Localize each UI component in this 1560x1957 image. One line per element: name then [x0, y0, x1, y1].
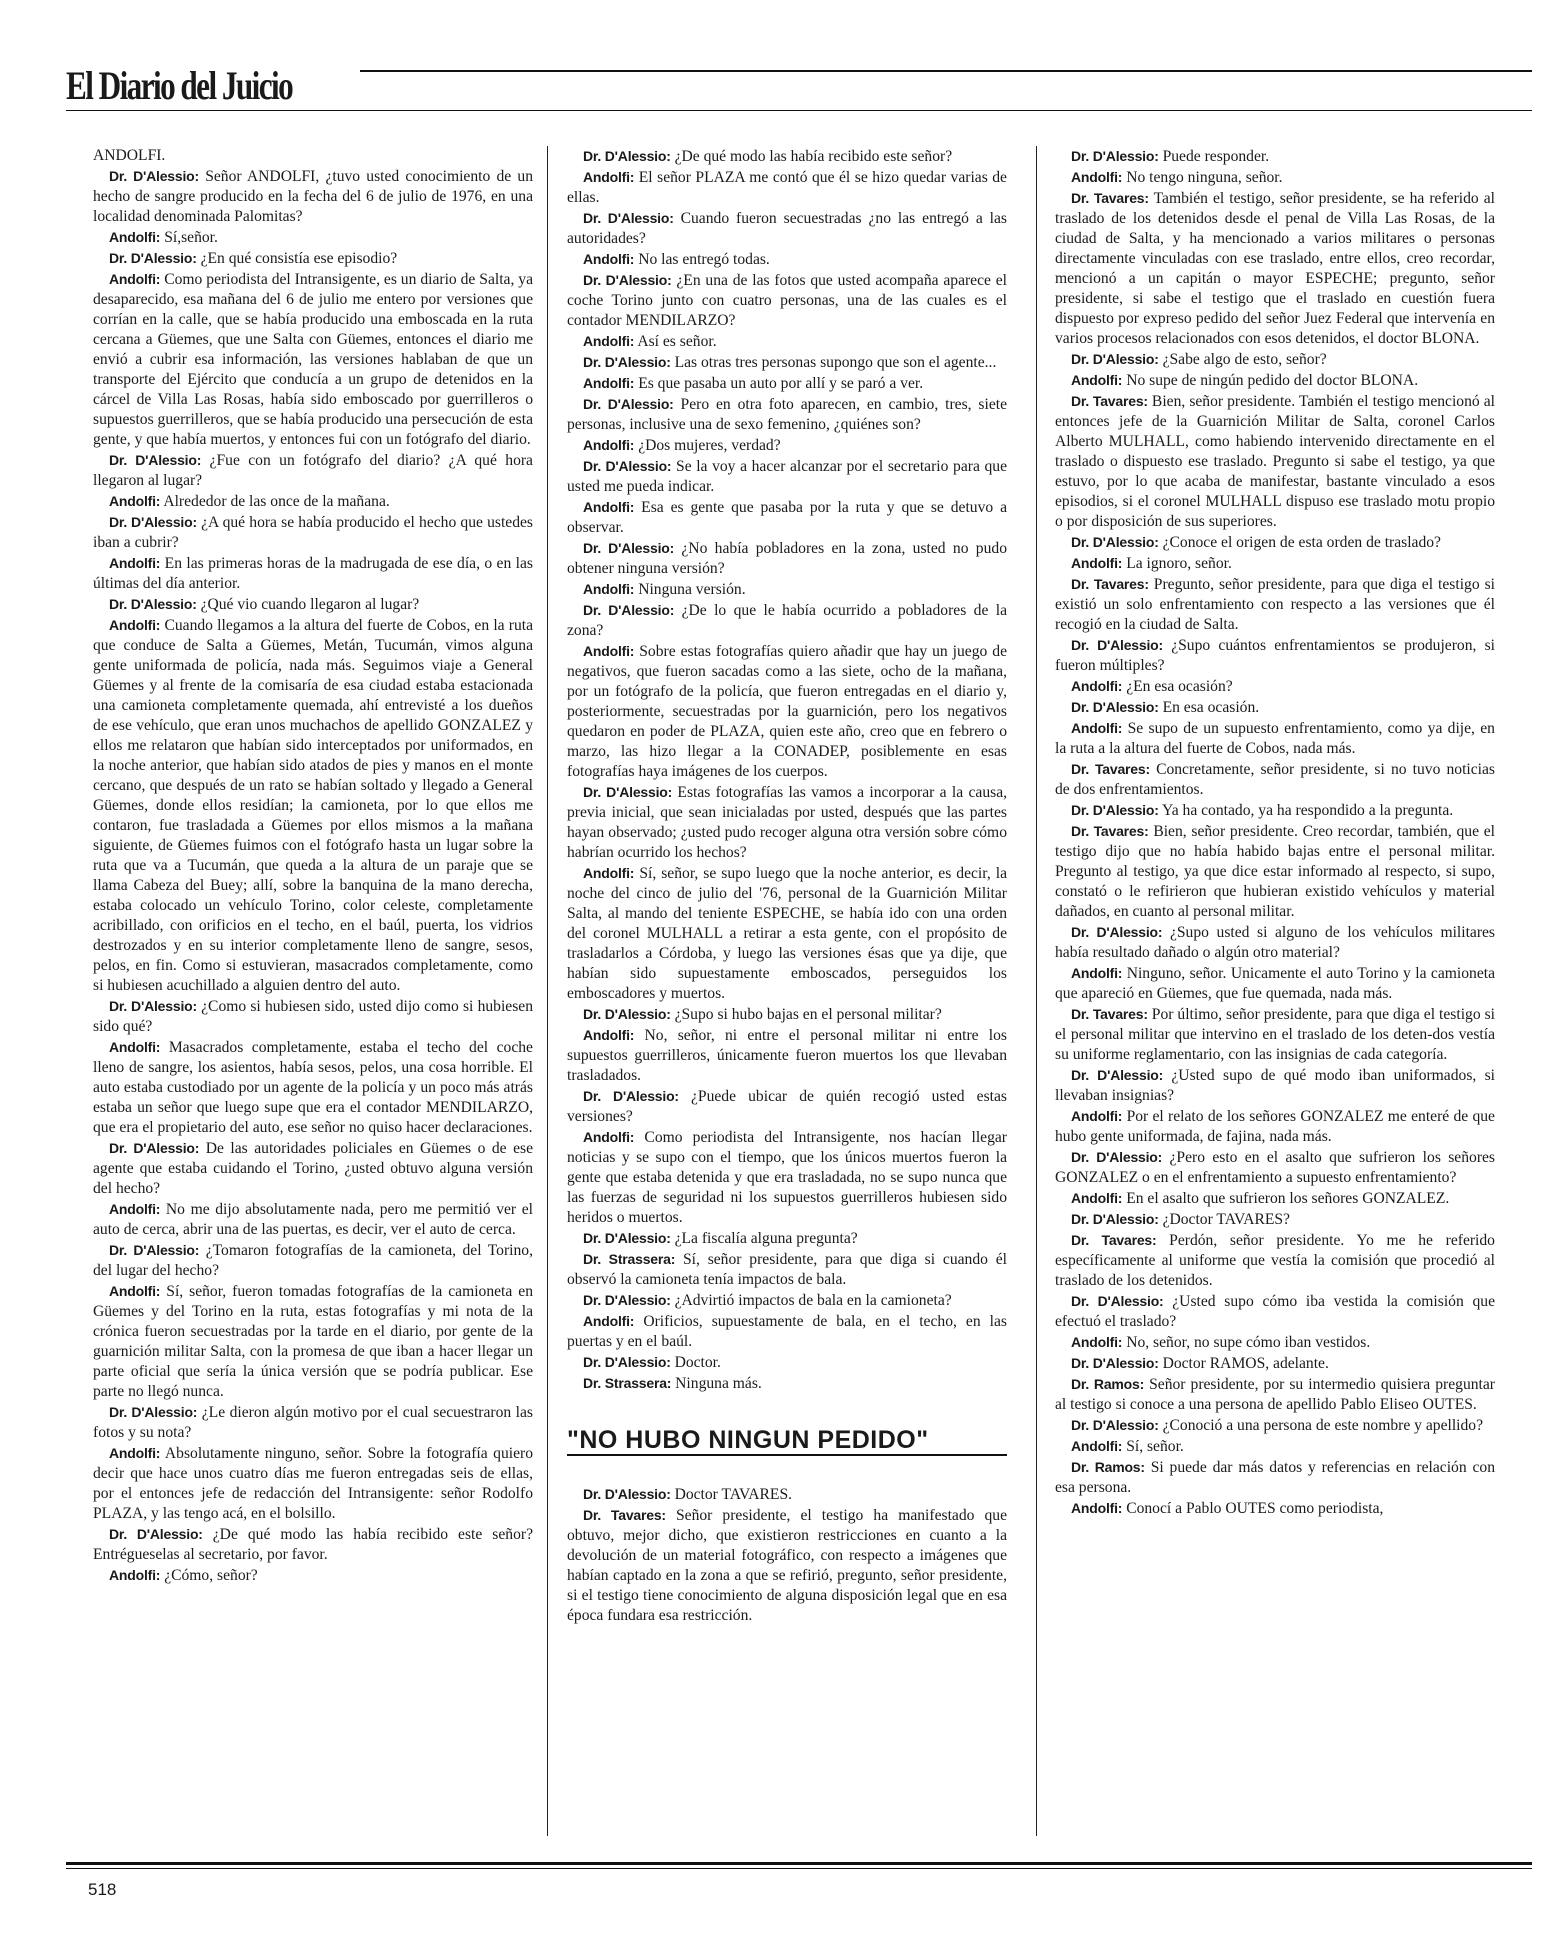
transcript-paragraph	[93, 1240, 533, 1281]
transcript-paragraph	[567, 641, 1007, 782]
speaker-label: Andolfi:	[583, 333, 635, 349]
transcript-paragraph	[1055, 146, 1495, 167]
speech-text: Ninguna versión.	[638, 581, 746, 598]
column-2	[567, 146, 1007, 1626]
speech-text: ¿De qué modo las había recibido este señor?	[674, 148, 953, 165]
transcript-paragraph	[567, 352, 1007, 373]
speaker-label: Dr. D'Alessio:	[109, 514, 197, 530]
speech-text: Sí, señor.	[1126, 1438, 1184, 1455]
speech-text: ¿A qué hora se había producido el hecho que ustedes iban a cubrir?	[93, 514, 533, 551]
speaker-label: Andolfi:	[1071, 965, 1123, 981]
speaker-label: Andolfi:	[109, 555, 161, 571]
transcript-paragraph	[93, 996, 533, 1037]
speaker-label: Andolfi:	[583, 581, 635, 597]
footer-rule	[66, 1862, 1532, 1865]
transcript-paragraph	[567, 579, 1007, 600]
speech-text: ¿Cómo, señor?	[164, 1567, 258, 1584]
speaker-label: Dr. D'Alessio:	[583, 602, 675, 618]
transcript-paragraph	[1055, 1230, 1495, 1291]
transcript-paragraph	[567, 1290, 1007, 1311]
speaker-label: Andolfi:	[1071, 372, 1123, 388]
speech-text: Como periodista del Intransigente, es un diario de Salta, ya desaparecido, esa mañana del 6 de julio me entero por versiones que corrían en la calle, que se había producido una emboscada en la ruta cercana a Güemes, que une Salta con Güemes, entonces el diario me envió a cubrir esa información, las versiones hablaban de que un transporte del Ejército que conducía a un grupo de detenidos en la cárcel de Villa Las Rosas, había sido emboscado por guerrilleros o supuestos guerrilleros, que se había producido una persecución de esta gente, y que había muertos, y entonces fui con un fotógrafo del diario.	[93, 271, 533, 448]
speaker-label: Dr. Tavares:	[1071, 1006, 1148, 1022]
speaker-label: Andolfi:	[583, 1027, 635, 1043]
speech-text: ¿Como si hubiesen sido, usted dijo como si hubiesen sido qué?	[93, 998, 533, 1035]
speech-text: Concretamente, señor presidente, si no tuvo noticias de dos enfrentamientos.	[1055, 761, 1495, 798]
transcript-paragraph	[93, 269, 533, 450]
speech-text: Perdón, señor presidente. Yo me he referido específicamente al uniforme que vestía la comisión que procedió al traslado de los detenidos.	[1055, 1232, 1495, 1289]
speaker-label: Dr. D'Alessio:	[583, 148, 671, 164]
speaker-label: Dr. D'Alessio:	[1071, 924, 1163, 940]
transcript-paragraph	[567, 600, 1007, 641]
speaker-label: Dr. Tavares:	[1071, 761, 1150, 777]
speech-text: ¿De lo que le había ocurrido a pobladores de la zona?	[567, 602, 1008, 639]
speaker-label: Andolfi:	[109, 1283, 161, 1299]
speech-text: No las entregó todas.	[638, 251, 770, 268]
speech-text: Se supo de un supuesto enfrentamiento, como ya dije, en la ruta a la altura del fuerte de Cobos, nada más.	[1055, 720, 1495, 757]
speech-text: Alrededor de las once de la mañana.	[163, 493, 390, 510]
speaker-label: Andolfi:	[1071, 1190, 1123, 1206]
speaker-label: Dr. D'Alessio:	[1071, 1293, 1164, 1309]
speech-text: Esa es gente que pasaba por la ruta y que se detuvo a observar.	[567, 499, 1007, 536]
speech-text: Estas fotografías las vamos a incorporar a la causa, previa inicial, que sean inicialadas por usted, después que las partes hayan observado; ¿usted pudo recoger alguna otra versión sobre cómo habrían ocurrido los hechos?	[567, 784, 1008, 861]
speech-text: Conocí a Pablo OUTES como periodista,	[1126, 1500, 1384, 1517]
speech-text: ANDOLFI.	[93, 147, 166, 164]
speech-text: ¿En qué consistía ese episodio?	[200, 250, 398, 267]
speaker-label: Dr. Strassera:	[583, 1251, 676, 1267]
speech-text: ¿Supo usted si alguno de los vehículos militares había resultado dañado o algún otro material?	[1055, 924, 1496, 961]
speaker-label: Andolfi:	[1071, 1334, 1123, 1350]
speaker-label: Andolfi:	[109, 271, 161, 287]
speaker-label: Andolfi:	[109, 1201, 161, 1217]
transcript-paragraph	[567, 1373, 1007, 1394]
speaker-label: Dr. Tavares:	[1071, 393, 1148, 409]
speaker-label: Dr. Tavares:	[1071, 823, 1149, 839]
speech-text: No, señor, ni entre el personal militar ni entre los supuestos guerrilleros, únicamente fueron muertos los que llevaban trasladados.	[567, 1027, 1007, 1084]
speech-text: ¿Supo si hubo bajas en el personal militar?	[674, 1006, 942, 1023]
transcript-paragraph	[567, 863, 1007, 1004]
speaker-label: Andolfi:	[583, 1313, 635, 1329]
masthead-title: El Diario del Juicio	[66, 63, 293, 108]
speech-text: Sí,señor.	[164, 229, 218, 246]
transcript-paragraph	[1055, 532, 1495, 553]
speech-text: Por el relato de los señores GONZALEZ me enteré de que hubo gente uniformada, de fajina, nada más.	[1055, 1108, 1495, 1145]
speech-text: ¿Conoce el origen de esta orden de traslado?	[1162, 534, 1441, 551]
transcript-paragraph	[1055, 1188, 1495, 1209]
speaker-label: Andolfi:	[109, 229, 161, 245]
section-heading: "NO HUBO NINGUN PEDIDO"	[567, 1430, 1007, 1456]
column-divider	[1036, 146, 1037, 1836]
column-3	[1055, 146, 1495, 1519]
speaker-label: Andolfi:	[1071, 1108, 1123, 1124]
speaker-label: Dr. Tavares:	[583, 1507, 666, 1523]
speaker-label: Dr. D'Alessio:	[583, 1088, 679, 1104]
speech-text: Absolutamente ninguno, señor. Sobre la fotografía quiero decir que hace unos cuatro días me fueron entregadas seis de ellas, por el entonces jefe de redacción del Intransigente: señor Rodolfo PLAZA, y las tengo acá, en el bolsillo.	[93, 1445, 533, 1522]
transcript-paragraph	[93, 166, 533, 227]
speaker-label: Dr. D'Alessio:	[583, 784, 673, 800]
transcript-paragraph	[1055, 963, 1495, 1004]
speech-text: ¿Advirtió impactos de bala en la camioneta?	[674, 1292, 952, 1309]
speaker-label: Dr. D'Alessio:	[1071, 148, 1159, 164]
speaker-label: Andolfi:	[583, 865, 635, 881]
speaker-label: Dr. D'Alessio:	[1071, 534, 1159, 550]
transcript-paragraph	[1055, 1415, 1495, 1436]
speaker-label: Dr. Tavares:	[1071, 190, 1149, 206]
transcript-paragraph	[1055, 759, 1495, 800]
transcript-paragraph	[567, 1004, 1007, 1025]
transcript-paragraph	[1055, 697, 1495, 718]
speaker-label: Andolfi:	[1071, 720, 1123, 736]
transcript-paragraph	[93, 1199, 533, 1240]
transcript-paragraph	[567, 373, 1007, 394]
transcript-paragraph	[567, 249, 1007, 270]
speech-text: ¿Conoció a una persona de este nombre y apellido?	[1162, 1417, 1484, 1434]
speaker-label: Dr. D'Alessio:	[109, 250, 197, 266]
transcript-paragraph	[93, 553, 533, 594]
speech-text: No supe de ningún pedido del doctor BLONA.	[1126, 372, 1419, 389]
transcript-paragraph	[1055, 676, 1495, 697]
transcript-paragraph	[93, 594, 533, 615]
speech-text: Como periodista del Intransigente, nos hacían llegar noticias y se supo con el tiempo, que los únicos muertos fueron la gente que estaba detenida y que era trasladada, no se supo nunca que las fuerzas de seguridad ni los supuestos guerrilleros hubiesen sido heridos o muertos.	[567, 1129, 1007, 1226]
transcript-paragraph	[567, 146, 1007, 167]
column-1	[93, 146, 533, 1586]
masthead-underline	[66, 110, 1532, 111]
speaker-label: Dr. D'Alessio:	[109, 168, 199, 184]
speech-text: Cuando llegamos a la altura del fuerte de Cobos, en la ruta que conduce de Salta a Güemes, Metán, Tucumán, vimos alguna gente uniformada de policía, nada más. Seguimos viaje a General Güemes y al frente de la comisaría de esa ciudad estaba estacionada una camioneta completamente quemada, ahí entrevisté a los dueños de ese vehículo, que eran unos muchachos de apellido GONZALEZ y ellos me relataron que habían sido interceptados por uniformados, en la noche anterior, que habían sido atados de pies y manos en el monte cercano, que después de un rato se habían soltado y llegado a General Güemes, donde ellos residían; la camioneta, por lo que ellos me contaron, fue trasladada a Güemes por ellos mismos a la mañana siguiente, de Güemes fuimos con el fotógrafo hasta un lugar sobre la ruta que va a Tucumán, que queda a la altura de un paraje que se llama Cabeza del Buey; allí, sobre la banquina de la mano derecha, estaba colocado un vehículo Torino, color celeste, completamente acribillado, con orificios en el techo, en el baúl, puerta, los vidrios destrozados y en su interior completamente lleno de sangre, sesos, pelos, en fin. Como si estuvieran, masacrados completamente, como si hubiesen acuchillado a alguien dentro del auto.	[93, 617, 533, 994]
speech-text: Bien, señor presidente. También el testigo mencionó al entonces jefe de la Guarnición Militar de Salta, coronel Carlos Alberto MULHALL, como habiendo intervenido directamente en el traslado o dispuesto ese traslado. Pregunto si sabe el testigo, ya que estuvo, por lo que acaba de manifestar, bastante vinculado a esos episodios, si el coronel MULHALL dispuso ese traslado motu propio o por disposición de sus superiores.	[1055, 393, 1495, 530]
column-divider	[547, 146, 548, 1836]
transcript-paragraph	[567, 497, 1007, 538]
speech-text: Señor presidente, por su intermedio quisiera preguntar al testigo si conoce a una persona de apellido Pablo Eliseo OUTES.	[1055, 1376, 1495, 1413]
transcript-paragraph	[567, 1249, 1007, 1290]
transcript-paragraph	[93, 1138, 533, 1199]
speaker-label: Andolfi:	[583, 375, 635, 391]
speech-text: En esa ocasión.	[1162, 699, 1260, 716]
speech-text: Sobre estas fotografías quiero añadir que hay un juego de negativos, que fueron sacadas como a las siete, ocho de la mañana, por un fotógrafo de la policía, que fueron entregadas en el diario y, posteriormente, secuestradas por la guarnición, pero los negativos quedaron en poder de PLAZA, quien este año, creo que en febrero o marzo, las hizo llegar a la CONADEP, posiblemente en esas fotografías haya imágenes de los cuerpos.	[567, 643, 1007, 780]
speech-text: La ignoro, señor.	[1126, 555, 1232, 572]
speech-text: Si puede dar más datos y referencias en relación con esa persona.	[1055, 1459, 1495, 1496]
speaker-label: Andolfi:	[583, 169, 635, 185]
transcript-paragraph	[1055, 800, 1495, 821]
speech-text: Así es señor.	[637, 333, 717, 350]
speaker-label: Dr. D'Alessio:	[1071, 351, 1159, 367]
speaker-label: Andolfi:	[109, 617, 161, 633]
transcript-paragraph	[1055, 718, 1495, 759]
transcript-paragraph	[93, 450, 533, 491]
speech-text: ¿De qué modo las había recibido este señor? Entrégueselas al secretario, por favor.	[93, 1526, 533, 1563]
speech-text: Por último, señor presidente, para que diga el testigo si el personal militar que intervino en el traslado de los deten-dos vestía su uniforme reglamentario, con las insignias de cada categoría.	[1055, 1006, 1495, 1063]
speech-text: Sí, señor presidente, para que diga si cuando él observó la camioneta tenía impactos de bala.	[567, 1251, 1007, 1288]
transcript-paragraph	[567, 1127, 1007, 1228]
transcript-paragraph	[1055, 635, 1495, 676]
transcript-paragraph	[1055, 188, 1495, 349]
speaker-label: Dr. D'Alessio:	[109, 1404, 198, 1420]
speaker-label: Andolfi:	[109, 1445, 161, 1461]
transcript-paragraph	[567, 1484, 1007, 1505]
transcript-paragraph	[567, 394, 1007, 435]
speaker-label: Dr. D'Alessio:	[1071, 699, 1159, 715]
speaker-label: Andolfi:	[109, 493, 161, 509]
speech-text: Se la voy a hacer alcanzar por el secretario para que usted me pueda indicar.	[567, 458, 1007, 495]
speech-text: ¿Supo cuántos enfrentamientos se produjeron, si fueron múltiples?	[1055, 637, 1496, 674]
speech-text: ¿En una de las fotos que usted acompaña aparece el coche Torino junto con cuatro personas, una de las cuales es el contador MENDILARZO?	[567, 272, 1007, 329]
transcript-paragraph	[1055, 349, 1495, 370]
transcript-paragraph	[93, 491, 533, 512]
speech-text: ¿Puede ubicar de quién recogió usted estas versiones?	[567, 1088, 1007, 1125]
transcript-paragraph	[567, 1505, 1007, 1626]
speech-text: No tengo ninguna, señor.	[1126, 169, 1283, 186]
speaker-label: Andolfi:	[1071, 1500, 1123, 1516]
speech-text: ¿Usted supo cómo iba vestida la comisión que efectuó el traslado?	[1055, 1293, 1496, 1330]
speech-text: En las primeras horas de la madrugada de ese día, o en las últimas del día anterior.	[93, 555, 533, 592]
speaker-label: Andolfi:	[1071, 678, 1123, 694]
speech-text: ¿Doctor TAVARES?	[1162, 1211, 1290, 1228]
speech-text: Doctor.	[674, 1354, 721, 1371]
transcript-paragraph	[1055, 1332, 1495, 1353]
transcript-paragraph	[1055, 1291, 1495, 1332]
transcript-paragraph	[1055, 574, 1495, 635]
speaker-label: Dr. D'Alessio:	[109, 596, 197, 612]
transcript-paragraph	[1055, 821, 1495, 922]
transcript-paragraph	[1055, 1147, 1495, 1188]
speech-text: Cuando fueron secuestradas ¿no las entregó a las autoridades?	[567, 210, 1007, 247]
speech-text: Orificios, supuestamente de bala, en el techo, en las puertas y en el baúl.	[567, 1313, 1007, 1350]
speaker-label: Andolfi:	[1071, 555, 1123, 571]
transcript-paragraph	[567, 1086, 1007, 1127]
speech-text: ¿No había pobladores en la zona, usted no pudo obtener ninguna versión?	[567, 540, 1007, 577]
transcript-paragraph	[567, 208, 1007, 249]
transcript-paragraph	[93, 1037, 533, 1138]
speaker-label: Dr. Strassera:	[583, 1375, 672, 1391]
transcript-paragraph	[1055, 1209, 1495, 1230]
speech-text: ¿Sabe algo de esto, señor?	[1162, 351, 1327, 368]
speech-text: ¿Tomaron fotografías de la camioneta, del Torino, del lugar del hecho?	[93, 1242, 533, 1279]
speech-text: Pregunto, señor presidente, para que diga el testigo si existió un solo enfrentamiento con respecto a las versiones que él recogió en la ciudad de Salta.	[1055, 576, 1495, 633]
transcript-paragraph	[93, 1281, 533, 1402]
transcript-paragraph	[93, 146, 533, 166]
transcript-paragraph	[93, 1443, 533, 1524]
transcript-paragraph	[93, 1565, 533, 1586]
speech-text: Bien, señor presidente. Creo recordar, también, que el testigo dijo que no había habido bajas entre el personal militar. Pregunto al testigo, ya que dice estar informado al respecto, si supo, constató o le refirieron que hubieran existido vehículos y material dañados, en cuanto al personal militar.	[1055, 823, 1495, 920]
footer-rule-thin	[66, 1868, 1532, 1869]
transcript-paragraph	[1055, 1436, 1495, 1457]
speaker-label: Dr. D'Alessio:	[1071, 1067, 1164, 1083]
speech-text: ¿Pero esto en el asalto que sufrieron los señores GONZALEZ o en el enfrentamiento a supuesto enfrentamiento?	[1055, 1149, 1495, 1186]
speaker-label: Dr. D'Alessio:	[109, 452, 202, 468]
speech-text: ¿Usted supo de qué modo iban uniformados, si llevaban insignias?	[1055, 1067, 1495, 1104]
transcript-paragraph	[1055, 922, 1495, 963]
speaker-label: Dr. D'Alessio:	[1071, 802, 1159, 818]
transcript-paragraph	[1055, 1457, 1495, 1498]
speech-text: No me dijo absolutamente nada, pero me permitió ver el auto de cerca, abrir una de las puertas, es decir, ver el auto de cerca.	[93, 1201, 533, 1238]
transcript-paragraph	[567, 782, 1007, 863]
speech-text: ¿La fiscalía alguna pregunta?	[674, 1230, 858, 1247]
speaker-label: Dr. D'Alessio:	[583, 458, 672, 474]
speaker-label: Andolfi:	[583, 499, 635, 515]
speech-text: En el asalto que sufrieron los señores GONZALEZ.	[1126, 1190, 1450, 1207]
speaker-label: Andolfi:	[583, 437, 635, 453]
speech-text: No, señor, no supe cómo iban vestidos.	[1126, 1334, 1371, 1351]
speech-text: Ya ha contado, ya ha respondido a la pregunta.	[1162, 802, 1454, 819]
transcript-paragraph	[567, 456, 1007, 497]
speech-text: De las autoridades policiales en Güemes o de ese agente que estaba cuidando el Torino, ¿usted obtuvo alguna versión del hecho?	[93, 1140, 533, 1197]
transcript-paragraph	[1055, 167, 1495, 188]
speaker-label: Dr. D'Alessio:	[109, 998, 197, 1014]
speaker-label: Dr. D'Alessio:	[583, 354, 671, 370]
transcript-paragraph	[1055, 1353, 1495, 1374]
transcript-paragraph	[1055, 1065, 1495, 1106]
speaker-label: Dr. D'Alessio:	[1071, 1211, 1159, 1227]
speaker-label: Dr. D'Alessio:	[109, 1526, 203, 1542]
speaker-label: Dr. D'Alessio:	[583, 1354, 671, 1370]
speaker-label: Andolfi:	[1071, 1438, 1123, 1454]
speaker-label: Andolfi:	[583, 251, 635, 267]
speech-text: ¿Le dieron algún motivo por el cual secuestraron las fotos y su nota?	[93, 1404, 533, 1441]
speaker-label: Dr. D'Alessio:	[109, 1140, 200, 1156]
speech-text: Señor ANDOLFI, ¿tuvo usted conocimiento de un hecho de sangre producido en la fecha del 6 de julio de 1976, en una localidad denominada Palomitas?	[93, 168, 533, 225]
speech-text: Doctor TAVARES.	[674, 1486, 793, 1503]
speech-text: Masacrados completamente, estaba el techo del coche lleno de sangre, los asientos, había sesos, pelos, una cosa horrible. El auto estaba custodiado por un agente de la policía y un poco más atrás estaba un señor que luego supe que era el contador MENDILARZO, que era el propietario del auto, ese señor no quiso hacer declaraciones.	[93, 1039, 533, 1136]
speaker-label: Dr. D'Alessio:	[1071, 1355, 1159, 1371]
transcript-paragraph	[93, 227, 533, 248]
speech-text: Pero en otra foto aparecen, en cambio, tres, siete personas, inclusive una de sexo femenino, ¿quiénes son?	[567, 396, 1007, 433]
transcript-paragraph	[1055, 1106, 1495, 1147]
speaker-label: Andolfi:	[583, 643, 635, 659]
speaker-label: Dr. D'Alessio:	[1071, 1417, 1159, 1433]
speech-text: Sí, señor, se supo luego que la noche anterior, es decir, la noche del cinco de julio del '76, personal de la Guarnición Militar Salta, al mando del teniente ESPECHE, se había ido con una orden del coronel MULHALL a retirar a esta gente, con el propósito de trasladarlos a Córdoba, y luego las versiones ésas que ya dije, que habían sido supuestamente emboscados, perseguidos los emboscadores y muertos.	[567, 865, 1008, 1002]
speaker-label: Dr. D'Alessio:	[583, 1230, 671, 1246]
speaker-label: Dr. Ramos:	[1071, 1459, 1145, 1475]
speaker-label: Dr. D'Alessio:	[583, 210, 674, 226]
transcript-paragraph	[93, 1524, 533, 1565]
speaker-label: Dr. D'Alessio:	[583, 396, 674, 412]
speech-text: Es que pasaba un auto por allí y se paró a ver.	[638, 375, 924, 392]
speaker-label: Dr. Tavares:	[1071, 576, 1149, 592]
transcript-paragraph	[1055, 370, 1495, 391]
transcript-paragraph	[567, 331, 1007, 352]
speaker-label: Dr. D'Alessio:	[583, 540, 675, 556]
transcript-paragraph	[93, 1402, 533, 1443]
speaker-label: Dr. D'Alessio:	[583, 272, 672, 288]
speaker-label: Andolfi:	[1071, 169, 1123, 185]
speaker-label: Dr. D'Alessio:	[109, 1242, 200, 1258]
speech-text: ¿En esa ocasión?	[1126, 678, 1233, 695]
speaker-label: Dr. D'Alessio:	[1071, 637, 1163, 653]
masthead-rule	[360, 70, 1532, 72]
transcript-paragraph	[93, 512, 533, 553]
transcript-paragraph	[1055, 391, 1495, 532]
transcript-paragraph	[1055, 1004, 1495, 1065]
transcript-paragraph	[1055, 1498, 1495, 1519]
speaker-label: Andolfi:	[109, 1567, 161, 1583]
transcript-paragraph	[567, 1311, 1007, 1352]
transcript-paragraph	[567, 1025, 1007, 1086]
transcript-paragraph	[93, 248, 533, 269]
speaker-label: Dr. D'Alessio:	[583, 1292, 671, 1308]
speech-text: Ninguna más.	[675, 1375, 762, 1392]
transcript-paragraph	[1055, 1374, 1495, 1415]
speaker-label: Dr. D'Alessio:	[1071, 1149, 1163, 1165]
transcript-paragraph	[567, 1352, 1007, 1373]
speaker-label: Dr. Tavares:	[1071, 1232, 1157, 1248]
transcript-paragraph	[567, 435, 1007, 456]
transcript-paragraph	[93, 615, 533, 996]
speaker-label: Andolfi:	[583, 1129, 635, 1145]
page-number: 518	[88, 1880, 117, 1899]
speech-text: Puede responder.	[1162, 148, 1270, 165]
speaker-label: Andolfi:	[109, 1039, 161, 1055]
speech-text: ¿Qué vio cuando llegaron al lugar?	[200, 596, 420, 613]
speech-text: Sí, señor, fueron tomadas fotografías de la camioneta en Güemes y del Torino en la ruta, estas fotografías y mi nota de la crónica fueron secuestradas por la tarde en el diario, por gente de la guarnición militar Salta, con la promesa de que iban a hacer llegar un parte oficial que sería la única versión que se podría publicar. Ese parte no llegó nunca.	[93, 1283, 533, 1400]
speech-text: El señor PLAZA me contó que él se hizo quedar varias de ellas.	[567, 169, 1007, 206]
speech-text: Las otras tres personas supongo que son el agente...	[674, 354, 997, 371]
speech-text: Doctor RAMOS, adelante.	[1162, 1355, 1329, 1372]
speaker-label: Dr. D'Alessio:	[583, 1006, 671, 1022]
transcript-paragraph	[1055, 553, 1495, 574]
speech-text: Ninguno, señor. Unicamente el auto Torino y la camioneta que apareció en Güemes, que fue quemada, nada más.	[1055, 965, 1495, 1002]
speaker-label: Dr. D'Alessio:	[583, 1486, 671, 1502]
speech-text: ¿Fue con un fotógrafo del diario? ¿A qué hora llegaron al lugar?	[93, 452, 533, 489]
speech-text: ¿Dos mujeres, verdad?	[638, 437, 781, 454]
transcript-paragraph	[567, 538, 1007, 579]
speaker-label: Dr. Ramos:	[1071, 1376, 1145, 1392]
transcript-paragraph	[567, 167, 1007, 208]
speech-text: Señor presidente, el testigo ha manifestado que obtuvo, mejor dicho, que existieron restricciones en cuanto a la devolución de un material fotográfico, con respecto a imágenes que habían captado en la zona a que se refirió, pregunto, señor presidente, si el testigo tiene conocimiento de alguna disposición legal que en esa época fundara esa restricción.	[567, 1507, 1007, 1624]
transcript-paragraph	[567, 270, 1007, 331]
speech-text: También el testigo, señor presidente, se ha referido al traslado de los detenidos desde el penal de Villa Las Rosas, de la ciudad de Salta, y ha mencionado a varios militares o personas directamente vinculadas con ese traslado, entre ellos, creo recordar, mencionó a un capitán o mayor ESPECHE; pregunto, señor presidente, si sabe el testigo que el traslado en cuestión fuera dispuesto por expreso pedido del señor Juez Federal que intervenía en varios procesos relacionados con esos detenidos, el doctor BLONA.	[1055, 190, 1495, 347]
transcript-paragraph	[567, 1228, 1007, 1249]
